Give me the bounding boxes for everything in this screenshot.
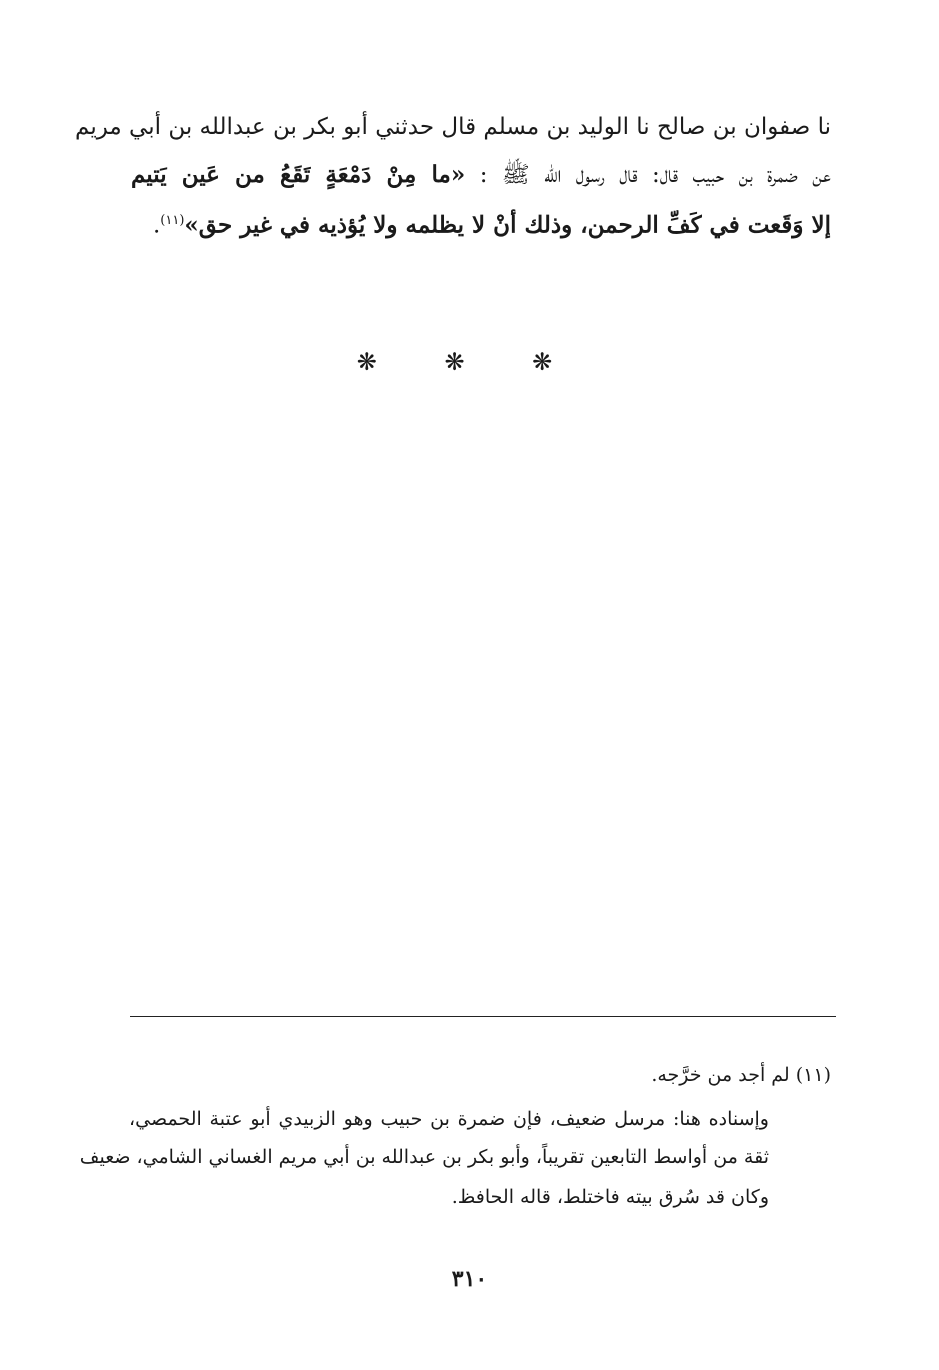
- footnote-line-1: [131, 1062, 831, 1088]
- section-separator-stars: ❋ ❋ ❋: [356, 348, 583, 376]
- footnote-line-1-text: (١١) لم أجد من خرَّجه.: [651, 1064, 831, 1086]
- body-line-2: [131, 160, 831, 190]
- footnote-reference: (١١): [160, 213, 185, 228]
- footnote-line-4: [129, 1184, 769, 1210]
- body-line-1-text: نا صفوان بن صالح نا الوليد بن مسلم قال حدثني أبو بكر بن عبدالله بن أبي مريم: [75, 114, 831, 140]
- sentence-end: .: [152, 212, 161, 239]
- footnote-line-2: [129, 1106, 769, 1132]
- body-line-2-text: عن ضمرة بن حبيب قال: قال رسول الله ﷺ :: [479, 162, 832, 188]
- footnote-line-4-text: وكان قد سُرق بيته فاختلط، قاله الحافظ.: [451, 1186, 769, 1208]
- hadith-text-end: إلا وَقَعت في كَفِّ الرحمن، وذلك أنْ لا يظلمه ولا يُؤذيه في غير حق»: [184, 211, 831, 239]
- footnote-line-2-text: وإسناده هنا: مرسل ضعيف، فإن ضمرة بن حبيب وهو الزبيدي أبو عتبة الحمصي،: [129, 1108, 769, 1130]
- footnote-line-3-text: ثقة من أواسط التابعين تقريباً، وأبو بكر بن عبدالله بن أبي مريم الغساني الشامي، ضعيف: [79, 1146, 769, 1168]
- footnote-divider: [130, 1016, 836, 1017]
- body-line-3: [131, 206, 831, 241]
- hadith-text-start: «ما مِنْ دَمْعَةٍ تَقَعُ من عَين يَتيم: [131, 161, 466, 188]
- body-line-1: [75, 112, 831, 142]
- page-number: ٣١٠: [451, 1266, 488, 1292]
- footnote-line-3: [79, 1144, 769, 1170]
